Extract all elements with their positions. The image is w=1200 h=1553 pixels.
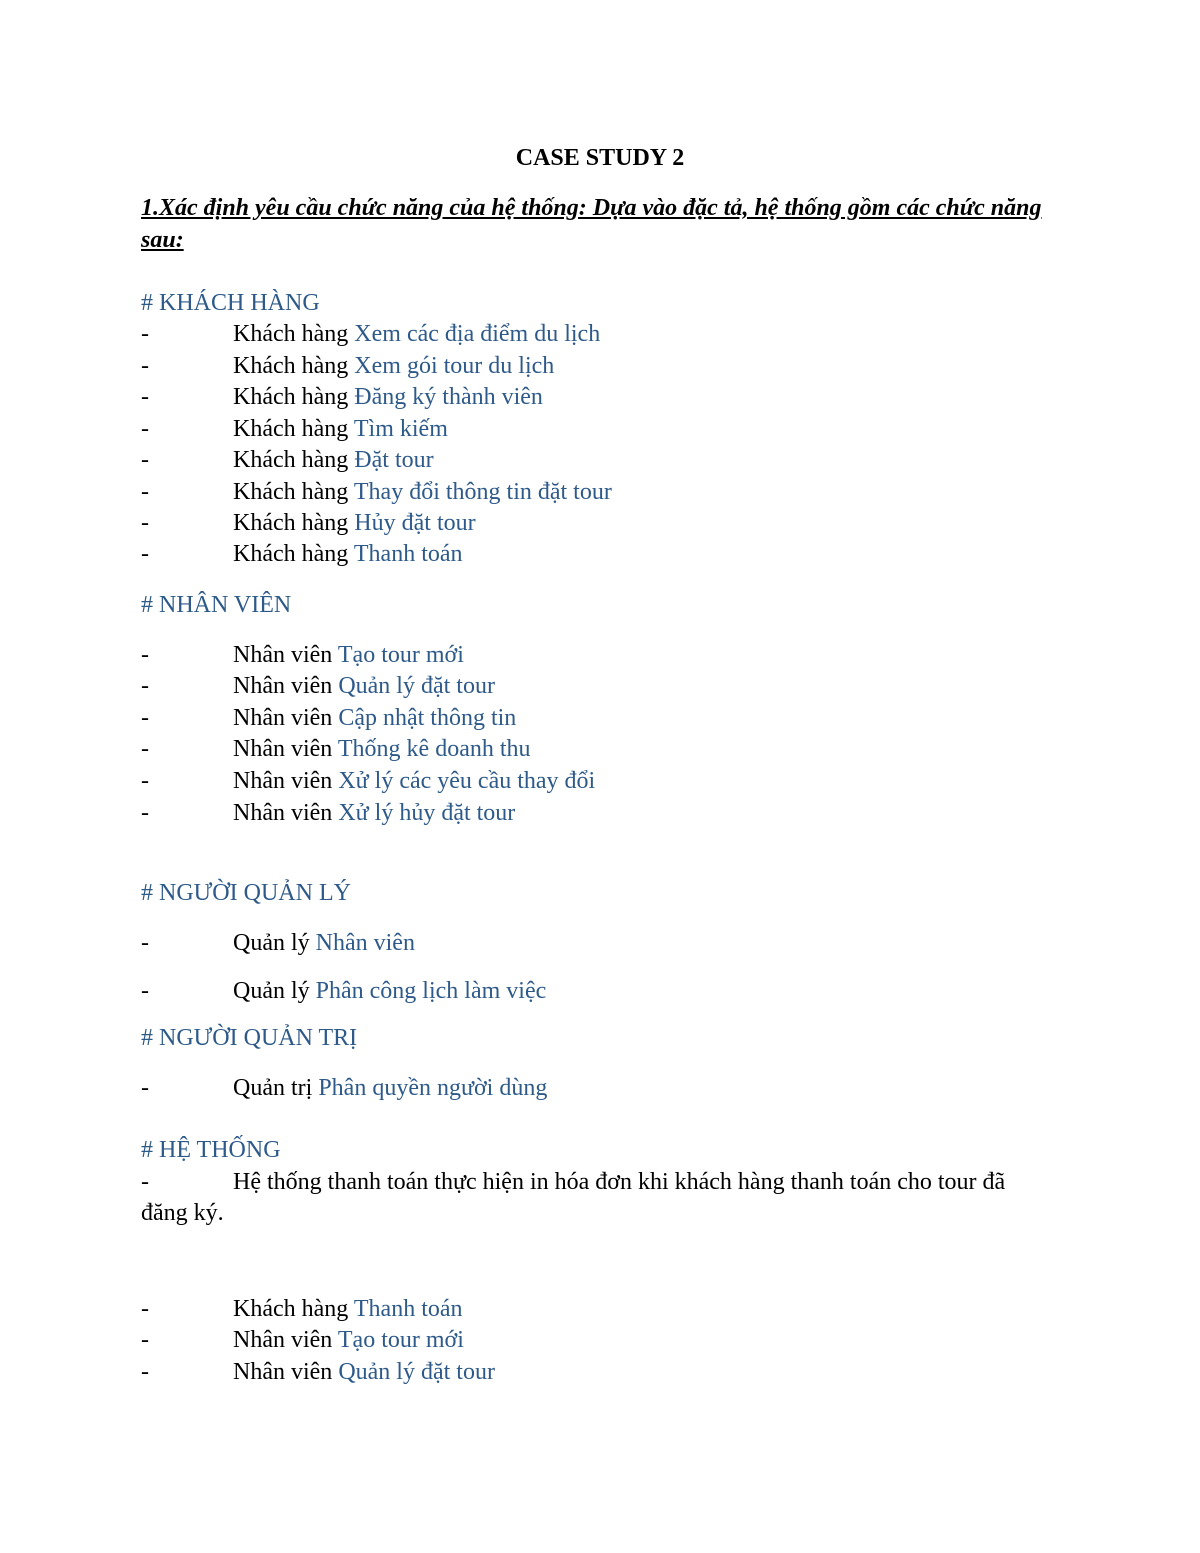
item-action: Đặt tour (354, 447, 434, 473)
bullet-dash: - (141, 642, 149, 668)
section-header-customer: # KHÁCH HÀNG (141, 290, 320, 316)
item-actor: Khách hàng (233, 353, 349, 379)
item-action: Xem gói tour du lịch (354, 353, 555, 379)
item-action: Hủy đặt tour (354, 510, 476, 536)
bullet-dash: - (141, 1296, 149, 1322)
item-actor: Nhân viên (233, 736, 333, 762)
page-title: CASE STUDY 2 (515, 145, 685, 171)
system-paragraph (141, 1167, 1051, 1229)
bullet-dash: - (141, 978, 149, 1004)
bullet-dash: - (141, 673, 149, 699)
bullet-dash: - (141, 384, 149, 410)
bullet-dash: - (141, 1327, 149, 1353)
bullet-dash: - (141, 416, 149, 442)
item-action: Phân quyền người dùng (318, 1075, 548, 1101)
bullet-dash: - (141, 705, 149, 731)
item-action: Quản lý đặt tour (338, 673, 495, 699)
item-actor: Khách hàng (233, 321, 349, 347)
item-action: Cập nhật thông tin (338, 705, 517, 731)
item-actor: Khách hàng (233, 384, 349, 410)
system-paragraph-text: Hệ thống thanh toán thực hiện in hóa đơn khi khách hàng thanh toán cho tour đã đăng ký. (141, 1169, 1006, 1226)
item-actor: Nhân viên (233, 1327, 333, 1353)
bullet-dash: - (141, 768, 149, 794)
section-header-staff: # NHÂN VIÊN (141, 592, 292, 618)
bullet-dash: - (141, 1359, 149, 1385)
item-action: Thanh toán (353, 1296, 463, 1322)
item-action: Đăng ký thành viên (354, 384, 543, 410)
item-actor: Khách hàng (233, 541, 349, 567)
item-actor: Nhân viên (233, 768, 333, 794)
item-actor: Nhân viên (233, 1359, 333, 1385)
bullet-dash: - (141, 353, 149, 379)
bullet-dash: - (141, 1169, 149, 1195)
item-actor: Nhân viên (233, 642, 333, 668)
bullet-dash: - (141, 541, 149, 567)
item-actor: Khách hàng (233, 479, 349, 505)
bullet-dash: - (141, 736, 149, 762)
item-action: Xử lý hủy đặt tour (338, 800, 516, 826)
bullet-dash: - (141, 930, 149, 956)
bullet-dash: - (141, 321, 149, 347)
section-header-admin: # NGƯỜI QUẢN TRỊ (141, 1025, 358, 1051)
bullet-dash: - (141, 447, 149, 473)
item-action: Xem các địa điểm du lịch (354, 321, 601, 347)
item-action: Tạo tour mới (337, 1327, 464, 1353)
section-header-system: # HỆ THỐNG (141, 1137, 281, 1163)
bullet-dash: - (141, 510, 149, 536)
item-actor: Quản lý (233, 978, 310, 1004)
bullet-dash: - (141, 479, 149, 505)
item-action: Xử lý các yêu cầu thay đổi (338, 768, 596, 794)
bullet-dash: - (141, 800, 149, 826)
item-action: Thanh toán (353, 541, 463, 567)
item-action: Thay đổi thông tin đặt tour (353, 479, 612, 505)
item-action: Quản lý đặt tour (338, 1359, 495, 1385)
section-header-manager: # NGƯỜI QUẢN LÝ (141, 880, 351, 906)
item-action: Tìm kiếm (353, 416, 448, 442)
item-action: Tạo tour mới (337, 642, 464, 668)
item-action: Phân công lịch làm việc (315, 978, 547, 1004)
requirements-heading: 1.Xác định yêu cầu chức năng của hệ thống: Dựa vào đặc tả, hệ thống gồm các chức năng sau: (141, 195, 1042, 253)
item-actor: Nhân viên (233, 800, 333, 826)
item-actor: Nhân viên (233, 673, 333, 699)
item-action: Thống kê doanh thu (337, 736, 531, 762)
item-actor: Khách hàng (233, 510, 349, 536)
item-action: Nhân viên (315, 930, 415, 956)
item-actor: Khách hàng (233, 1296, 349, 1322)
item-actor: Quản trị (233, 1075, 313, 1101)
item-actor: Quản lý (233, 930, 310, 956)
item-actor: Khách hàng (233, 416, 349, 442)
item-actor: Khách hàng (233, 447, 349, 473)
item-actor: Nhân viên (233, 705, 333, 731)
bullet-dash: - (141, 1075, 149, 1101)
